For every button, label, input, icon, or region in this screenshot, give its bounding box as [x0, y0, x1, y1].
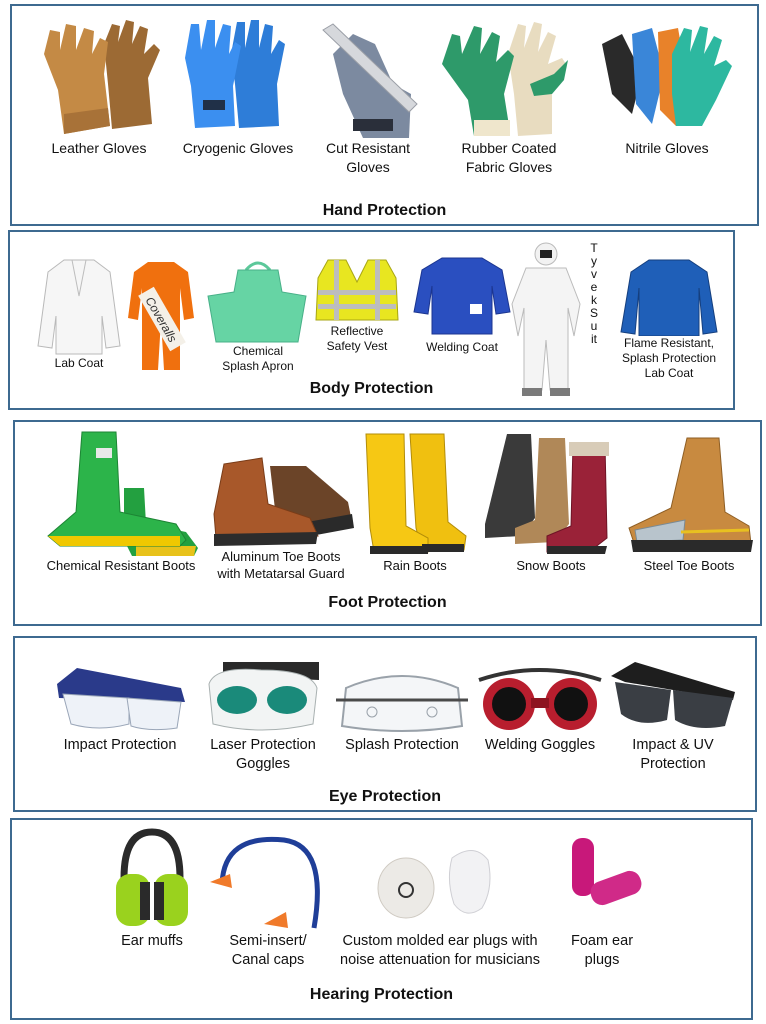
aluminum-toe-boots-icon: [206, 444, 356, 548]
safety-vest-label-1: Reflective: [330, 324, 384, 338]
canal-caps-label-2: Canal caps: [231, 952, 305, 968]
splash-apron-icon: [202, 256, 314, 344]
flame-resistant-label-2: Splash Protection: [621, 351, 717, 365]
splash-protection-label: Splash Protection: [345, 737, 459, 753]
tyvek-suit-icon: [510, 240, 590, 400]
flame-resistant-coat-icon: [619, 258, 719, 336]
rain-boots-icon: [360, 428, 470, 558]
uv-protection-label-1: Impact & UV: [632, 737, 714, 753]
cut-resistant-gloves-label-2: Gloves: [346, 159, 390, 175]
snow-boots-icon: [481, 428, 621, 558]
flame-resistant-coat-item: [606, 258, 732, 381]
welding-goggles-item: [473, 658, 607, 755]
nitrile-gloves-item: [592, 14, 742, 158]
flame-resistant-label-1: Flame Resistant,: [623, 336, 715, 350]
impact-glasses-item: [49, 658, 191, 755]
welding-coat-label: Welding Coat: [426, 340, 498, 354]
custom-ear-plugs-label-1: Custom molded ear plugs with: [342, 933, 538, 949]
aluminum-toe-label-1: Aluminum Toe Boots: [221, 549, 341, 564]
canal-caps-label-1: Semi-insert/: [229, 933, 307, 949]
chemical-boots-item: [31, 428, 211, 574]
snow-boots-item: [481, 428, 621, 574]
tyvek-suit-label: Tyvek Suit: [590, 241, 599, 346]
leather-gloves-label: Leather Gloves: [51, 140, 147, 156]
lab-coat-item: [36, 256, 122, 371]
body-protection-title: Body Protection: [309, 380, 434, 397]
lab-coat-label: Lab Coat: [54, 356, 104, 370]
rubber-coated-gloves-icon: [434, 14, 584, 139]
steel-toe-boots-label: Steel Toe Boots: [643, 558, 735, 573]
nitrile-gloves-label: Nitrile Gloves: [625, 140, 709, 156]
rain-boots-label: Rain Boots: [383, 558, 447, 573]
foam-ear-plugs-icon: [560, 828, 644, 932]
cryogenic-gloves-icon: [173, 14, 303, 139]
safety-vest-item: [312, 258, 402, 354]
laser-goggles-icon: [201, 652, 325, 736]
leather-gloves-icon: [34, 14, 164, 139]
foam-ear-plugs-label-2: plugs: [584, 952, 620, 968]
laser-goggles-label-1: Laser Protection: [210, 737, 316, 753]
cryogenic-gloves-label: Cryogenic Gloves: [182, 140, 294, 156]
custom-ear-plugs-icon: [370, 828, 510, 932]
coveralls-item: [126, 258, 196, 374]
rubber-coated-gloves-label-1: Rubber Coated: [461, 140, 557, 156]
cut-resistant-gloves-icon: [313, 14, 423, 139]
welding-goggles-label: Welding Goggles: [484, 737, 596, 753]
ear-muffs-icon: [110, 828, 194, 932]
ear-muffs-label: Ear muffs: [121, 933, 183, 949]
hearing-protection-panel: [10, 818, 753, 1020]
aluminum-toe-label-2: with Metatarsal Guard: [217, 566, 345, 581]
rain-boots-item: [355, 428, 475, 574]
snow-boots-label: Snow Boots: [516, 558, 586, 573]
cryogenic-gloves-item: [172, 14, 304, 158]
hearing-protection-title: Hearing Protection: [309, 986, 454, 1003]
splash-goggles-item: [331, 660, 473, 755]
coveralls-label: Coveralls: [142, 294, 180, 345]
lab-coat-icon: [36, 256, 122, 356]
eye-protection-title: Eye Protection: [328, 788, 442, 805]
impact-glasses-icon: [49, 658, 191, 736]
steel-toe-boots-item: [621, 428, 757, 574]
foam-ear-plugs-item: [560, 828, 644, 970]
foot-protection-title: Foot Protection: [328, 594, 447, 611]
uv-protection-label-2: Protection: [640, 756, 706, 772]
body-protection-panel: [8, 230, 735, 410]
splash-apron-label-1: Chemical: [232, 344, 283, 358]
flame-resistant-label-3: Lab Coat: [644, 366, 694, 380]
impact-protection-label: Impact Protection: [63, 737, 177, 753]
rubber-coated-gloves-item: [432, 14, 586, 177]
hand-protection-panel: [10, 4, 759, 226]
splash-apron-label-2: Splash Apron: [222, 359, 294, 373]
custom-ear-plugs-item: [320, 828, 560, 970]
cut-resistant-gloves-item: [312, 14, 424, 177]
chemical-boots-label: Chemical Resistant Boots: [46, 558, 196, 573]
splash-goggles-icon: [332, 660, 472, 736]
steel-toe-boots-icon: [621, 428, 757, 558]
welding-coat-item: [410, 256, 514, 355]
foam-ear-plugs-label-1: Foam ear: [570, 933, 634, 949]
laser-goggles-label-2: Goggles: [235, 756, 290, 772]
leather-gloves-item: [34, 14, 164, 158]
hand-protection-title: Hand Protection: [322, 202, 447, 219]
custom-ear-plugs-label-2: noise attenuation for musicians: [340, 952, 540, 968]
aluminum-toe-boots-item: [205, 444, 357, 582]
laser-goggles-item: [201, 652, 325, 774]
uv-glasses-item: [605, 656, 741, 774]
splash-apron-item: [202, 256, 314, 374]
welding-goggles-icon: [475, 658, 605, 736]
rubber-coated-gloves-label-2: Fabric Gloves: [465, 159, 553, 175]
safety-vest-icon: [312, 258, 402, 324]
foot-protection-panel: [13, 420, 762, 626]
chemical-boots-icon: [36, 428, 206, 558]
cut-resistant-gloves-label-1: Cut Resistant: [325, 140, 411, 156]
tyvek-suit-item: [510, 240, 606, 402]
safety-vest-label-2: Safety Vest: [326, 339, 388, 353]
canal-caps-item: [204, 828, 332, 970]
welding-coat-icon: [412, 256, 512, 336]
coveralls-icon: [126, 258, 196, 374]
eye-protection-panel: [13, 636, 757, 812]
ear-muffs-item: [106, 828, 198, 951]
nitrile-gloves-icon: [592, 14, 742, 139]
canal-caps-icon: [204, 828, 332, 932]
uv-glasses-icon: [605, 656, 741, 736]
